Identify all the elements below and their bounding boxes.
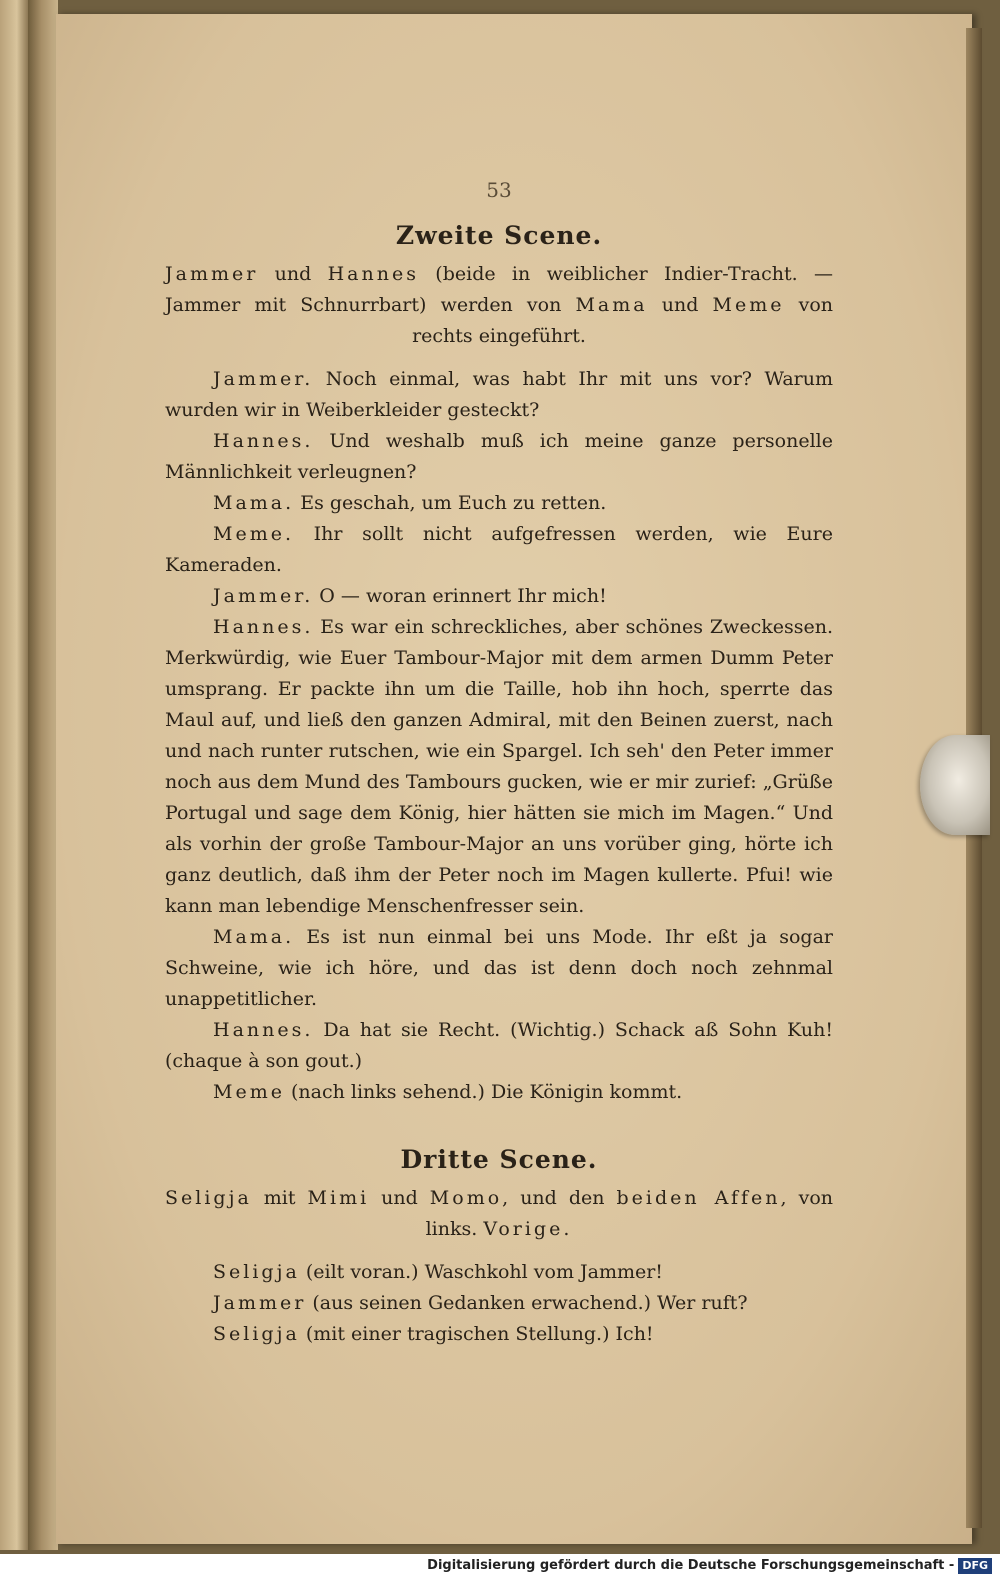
book-left-edge bbox=[0, 0, 28, 1550]
dialogue-line bbox=[165, 581, 833, 612]
dialogue-text: Es war ein schreckliches, aber schönes Zweckessen. Merkwürdig, wie Euer Tambour-Major mit dem armen Dumm Peter umsprang. Er packte ihn um die Taille, hob ihn hoch, sperrte das Maul auf, und ließ den ganzen Admiral, mit den Beinen zuerst, nach und nach runter rutschen, wie ein Spargel. Ich seh' den Peter immer noch aus dem Mund des Tambours gucken, wie er mir zurief: „Grüße Portugal und sage dem König, hier hätten sie mich im Magen.“ Und als vorhin der große Tambour-Major an uns vorüber ging, hörte ich ganz deutlich, daß ihm der Peter noch im Magen kullerte. Pfui! wie kann man lebendige Menschenfresser sein. bbox=[165, 616, 833, 917]
stage-direction-2 bbox=[165, 259, 833, 352]
dialogue-text: (aus seinen Gedanken erwachend.) Wer ruft? bbox=[306, 1292, 748, 1314]
speaker-name: Mama. bbox=[213, 926, 295, 948]
stage-name: Mimi bbox=[307, 1187, 370, 1209]
stage-text: , und den bbox=[502, 1187, 617, 1209]
speaker-name: Hannes. bbox=[213, 616, 314, 638]
dialogue-line bbox=[165, 1015, 833, 1077]
scene-title-2: Zweite Scene. bbox=[395, 221, 603, 250]
book-gutter bbox=[28, 0, 58, 1550]
dialogue-text: Da hat sie Recht. (Wichtig.) Schack aß Sohn Kuh! (chaque à son gout.) bbox=[165, 1019, 833, 1072]
dialogue-line bbox=[165, 1077, 833, 1108]
speaker-name: Jammer. bbox=[213, 585, 314, 607]
stage-text: und bbox=[369, 1187, 430, 1209]
dialogue-text: (eilt voran.) Waschkohl vom Jammer! bbox=[299, 1261, 663, 1283]
speaker-name: Jammer. bbox=[213, 368, 314, 390]
speaker-name: Hannes. bbox=[213, 430, 314, 452]
speaker-name: Seligja bbox=[213, 1323, 300, 1345]
page-number: 53 bbox=[486, 178, 512, 202]
dialogue-text: (mit einer tragischen Stellung.) Ich! bbox=[299, 1323, 654, 1345]
dialogue-text: Ihr sollt nicht aufgefressen werden, wie Eure Kameraden. bbox=[165, 523, 833, 576]
dialogue-text: (nach links sehend.) Die Königin kommt. bbox=[284, 1081, 683, 1103]
speaker-name: Hannes. bbox=[213, 1019, 314, 1041]
speaker-name: Meme. bbox=[213, 523, 294, 545]
stage-name: Seligja bbox=[165, 1187, 252, 1209]
stage-direction-3 bbox=[165, 1183, 833, 1245]
dialogue-text: O — woran erinnert Ihr mich! bbox=[313, 585, 607, 607]
speaker-name: Jammer bbox=[213, 1292, 307, 1314]
stage-name: Vorige. bbox=[483, 1218, 573, 1240]
stage-name: Jammer bbox=[165, 263, 259, 285]
digitization-footer bbox=[0, 1554, 1000, 1578]
stage-name: Mama bbox=[575, 294, 648, 316]
stage-text: und bbox=[647, 294, 713, 316]
stage-text: und bbox=[258, 263, 328, 285]
stage-name: Meme bbox=[712, 294, 785, 316]
dialogue-line bbox=[165, 922, 833, 1015]
dialogue-text: Es geschah, um Euch zu retten. bbox=[294, 492, 607, 514]
dialogue-line bbox=[165, 519, 833, 581]
speaker-name: Mama. bbox=[213, 492, 295, 514]
speaker-name: Seligja bbox=[213, 1261, 300, 1283]
stage-name: Momo bbox=[429, 1187, 503, 1209]
dialogue-line bbox=[165, 1288, 833, 1319]
dialogue-line bbox=[165, 488, 833, 519]
stage-name: beiden Affen bbox=[616, 1187, 781, 1209]
footer-text: Digitalisierung gefördert durch die Deutsche Forschungsgemeinschaft - bbox=[427, 1558, 955, 1573]
page-clip bbox=[920, 735, 990, 835]
stage-text: mit bbox=[251, 1187, 308, 1209]
dialogue-text: Und weshalb muß ich meine ganze personelle Männlichkeit verleugnen? bbox=[165, 430, 833, 483]
dialogue-line bbox=[165, 364, 833, 426]
stage-text: von rechts eingeführt. bbox=[412, 294, 834, 347]
scene-spacer bbox=[165, 1108, 833, 1144]
page-content bbox=[165, 175, 833, 1350]
stage-text: (beide in weiblicher Indier-Tracht. — Jammer mit Schnurrbart) werden von bbox=[165, 263, 834, 316]
stage-name: Hannes bbox=[327, 263, 419, 285]
scene-title-3: Dritte Scene. bbox=[400, 1145, 598, 1174]
dfg-logo: DFG bbox=[958, 1558, 992, 1574]
dialogue-line bbox=[165, 1257, 833, 1288]
dialogue-text: Es ist nun einmal bei uns Mode. Ihr eßt ja sogar Schweine, wie ich höre, und das ist denn doch noch zehnmal unappetitlicher. bbox=[165, 926, 833, 1010]
speaker-name: Meme bbox=[213, 1081, 285, 1103]
dialogue-line bbox=[165, 612, 833, 922]
dialogue-line bbox=[165, 426, 833, 488]
dialogue-text: Noch einmal, was habt Ihr mit uns vor? Warum wurden wir in Weiberkleider gesteckt? bbox=[165, 368, 833, 421]
dialogue-line bbox=[165, 1319, 833, 1350]
stage-text: , von links. bbox=[425, 1187, 833, 1240]
